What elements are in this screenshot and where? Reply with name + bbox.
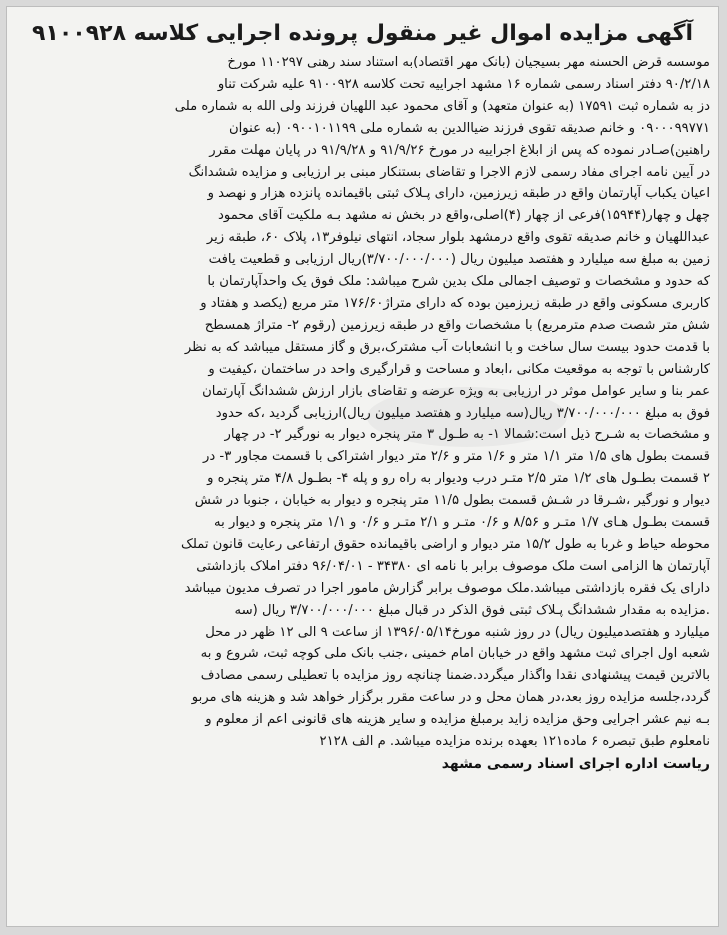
notice-body: [15, 52, 710, 753]
notice-line: ۹۰/۲/۱۸ دفتر اسناد رسمی شماره ۱۶ مشهد اجراییه تحت کلاسه ۹۱۰۰۹۲۸ علیه شرکت تناو: [217, 76, 710, 92]
notice-line: دارای یک فقره بازداشتی میباشد.ملک موصوف برابر گزارش مامور اجرا در تصرف مدیون میباشد: [184, 580, 710, 596]
notice-line: بالاترین قیمت پیشنهادی نقدا واگذار میگردد.ضمنا چنانچه روز مزایده با تعطیلی رسمی مصادف: [200, 668, 710, 684]
notice-line: عمر بنا و سایر عوامل موثر در ارزیابی به ویژه عرضه و تقاضای بازار ارزش ششدانگ آپارتمان: [202, 383, 710, 399]
notice-line: در آیین نامه اجرای مفاد رسمی لازم الاجرا و تقاضای بستنکار مبنی بر ارزیابی و مزایده ششدانگ: [188, 164, 710, 180]
notice-line: دیوار و نورگیر ،شـرقا در شـش قسمت بطول ۱۱/۵ متر پنجره و دیوار به خیابان ، جنوبا در شش: [194, 493, 710, 509]
notice-line: قسمت بطـول هـای ۱/۷ متـر و ۸/۵۶ و ۰/۶ متـر و ۲/۱ متـر و ۰/۶ و ۱/۱ متر پنجره و دیوار به: [214, 515, 710, 531]
notice-line: گردد،جلسه مزایده روز بعد،در همان محل و در ساعت مقرر برگزار خواهد شد و هزینه های مربو: [191, 690, 710, 706]
notice-line: زمین به مبلغ سه میلیارد و هفتصد میلیون ریال (۳/۷۰۰/۰۰۰/۰۰۰)ریال ارزیابی و قطعیت یافت: [208, 252, 710, 268]
notice-line: نامعلوم طبق تبصره ۶ ماده۱۲۱ بعهده برنده مزایده میباشد. م الف ۲۱۲۸: [319, 734, 710, 750]
notice-line: و مشخصات به شـرح ذیل است:شمالا ۱- به طـول ۳ متر پنجره دیوار به نورگیر ۲- در چهار: [224, 427, 710, 443]
notice-line: .مزایده به مقدار ششدانگ پـلاک ثبتی فوق الذکر در قبال مبلغ ۳/۷۰۰/۰۰۰/۰۰۰ ریال (سه: [234, 602, 710, 618]
notice-line: دز به شماره ثبت ۱۷۵۹۱ (به عنوان متعهد) و آقای محمود عبد اللهیان فرزند ولی الله به شماره ملی: [174, 98, 710, 114]
notice-line: کاربری مسکونی واقع در طبقه زیرزمین بوده که دارای متراژ۱۷۶/۶۰ متر مربع (یکصد و هفتاد و: [200, 295, 710, 311]
notice-line: که حدود و مشخصات و توصیف اجمالی ملک بدین شرح میباشد: ملک فوق یک واحدآپارتمان با: [207, 274, 710, 290]
notice-line: با قدمت حدود بیست سال ساخت و با انشعابات آب مشترک،برق و گاز مستقل میباشد که به نظر: [184, 339, 710, 355]
notice-line: چهل و چهار(۱۵۹۴۴)فرعی از چهار (۴)اصلی،واقع در بخش نه مشهد بـه ملکیت آقای محمود: [218, 208, 710, 224]
notice-line: محوطه حیاط و غربا به طول ۱۵/۲ متر دیوار و اراضی باقیمانده حقوق ارتفاعی رعایت قانون تملک: [181, 536, 710, 552]
notice-line: آپارتمان ها الزامی است ملک موصوف برابر با نامه ای ۳۴۳۸۰ - ۹۶/۰۴/۰۱ دفتر املاک بازداشتی: [196, 558, 710, 574]
notice-signature: ریاست اداره اجرای اسناد رسمی مشهد: [441, 756, 710, 772]
notice-line: راهنین)صـادر نموده که پس از ابلاغ اجراییه در مورخ ۹۱/۹/۲۶ و ۹۱/۹/۲۸ در پایان مهلت مقرر: [209, 142, 710, 158]
notice-line: قسمت بطول های ۱/۵ متر ۱/۱ متر و ۱/۶ متر و ۲/۶ متر دیوار اشتراکی با قسمت مجاور ۳- در: [202, 449, 710, 465]
notice-line: ۰۹۰۰۰۹۹۷۷۱ و خانم صدیقه تقوی فرزند ضیاالدین به شماره ملی ۰۹۰۰۱۰۱۱۹۹ (به عنوان: [228, 120, 710, 136]
notice-line: عبداللهیان و خانم صدیقه تقوی واقع درمشهد بلوار سجاد، انتهای نیلوفر۱۳، پلاک ۶۰، طبقه زیر: [206, 230, 710, 246]
notice-line: میلیارد و هفتصدمیلیون ریال) در روز شنبه مورخ۱۳۹۶/۰۵/۱۴ از ساعت ۹ الی ۱۲ ظهر در محل: [205, 624, 710, 640]
notice-title: آگهی مزایده اموال غیر منقول پرونده اجرایی کلاسه ۹۱۰۰۹۲۸: [32, 21, 693, 46]
notice-line: شش متر شصت صدم مترمربع) با مشخصات واقع در طبقه زیرزمین (رقوم ۲- متراژ همسطح: [204, 317, 710, 333]
notice-line: شعبه اول اجرای ثبت مشهد واقع در خیابان امام خمینی ،جنب بانک ملی کوچه ثبت، شروع و به: [200, 646, 710, 662]
notice-clipping: [6, 6, 719, 927]
notice-line: ۲ قسمت بطـول های ۱/۲ متر ۲/۵ متـر درب ودیوار به راه رو و پله ۴- بطـول ۴/۸ متر پنجره و: [207, 471, 710, 487]
notice-line: اعیان یکباب آپارتمان واقع در طبقه زیرزمین، دارای پـلاک ثبتی باقیمانده پانزده هزار و نهصد و: [207, 186, 710, 202]
notice-line: فوق به مبلغ ۳/۷۰۰/۰۰۰/۰۰۰ ریال(سه میلیارد و هفتصد میلیون ریال)ارزیابی گردید ،که حدود: [215, 405, 710, 421]
notice-line: بـه نیم عشر اجرایی وحق مزایده زاید برمبلغ مزایده و سایر هزینه های قانونی اعم از معلوم و: [205, 712, 710, 728]
notice-line: موسسه قرض الحسنه مهر بسیجیان (بانک مهر اقتصاد)به استناد سند رهنی ۱۱۰۲۹۷ مورخ: [227, 55, 710, 70]
notice-line: کارشناس با توجه به موقعیت مکانی ،ابعاد و مساحت و قرارگیری واحد در ساختمان ،کیفیت و: [208, 361, 710, 377]
